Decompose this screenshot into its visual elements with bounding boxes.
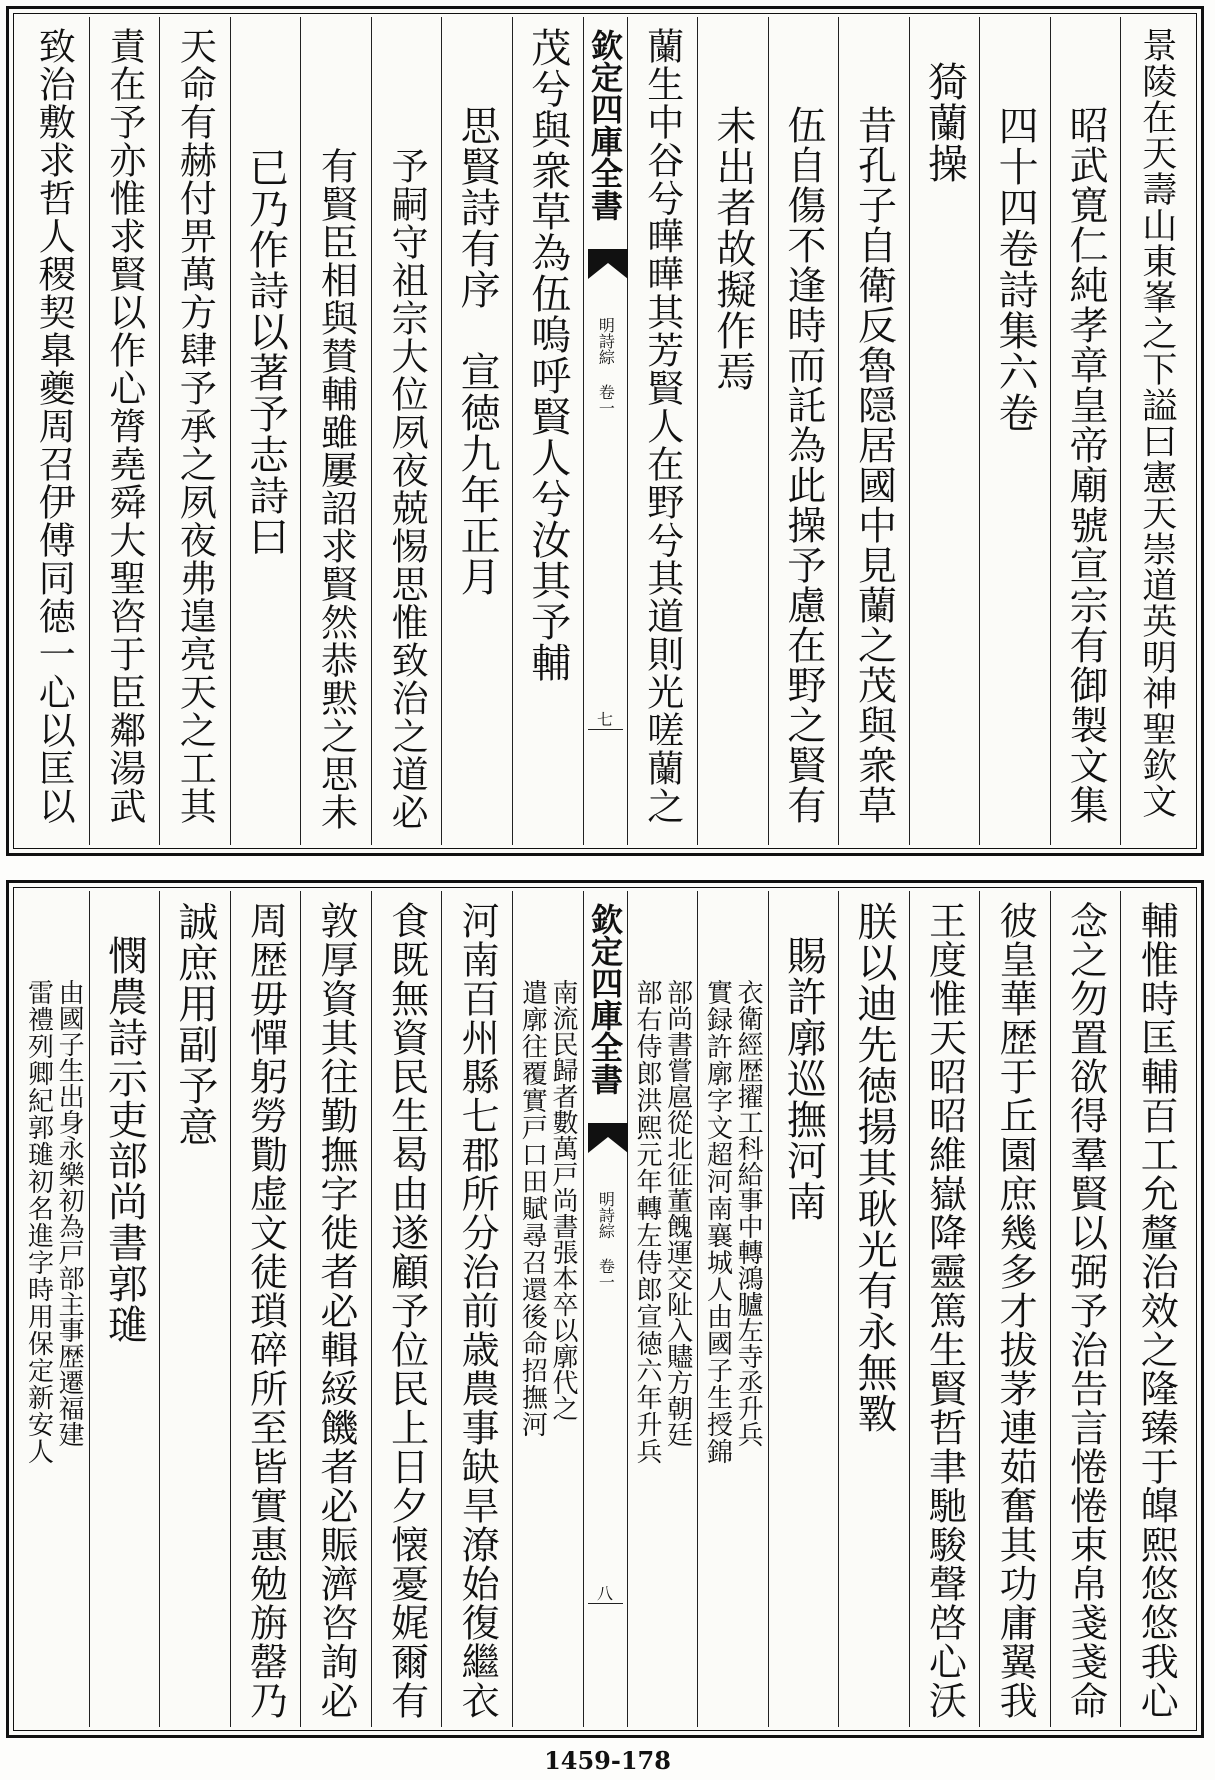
column-text: 景陵在天壽山東峯之下謚曰憲天崇道英明神聖欽文 xyxy=(1136,27,1177,819)
text-column xyxy=(441,17,512,845)
column-text: 食既無資民生曷由遂顧予位民上日夕懐憂娓爾有 xyxy=(384,901,429,1720)
fish-tail-mark-icon xyxy=(588,1123,628,1153)
text-column xyxy=(1050,17,1121,845)
text-column xyxy=(697,17,768,845)
column-text: 伍自傷不逢時而託為此操予慮在野之賢有 xyxy=(780,105,826,825)
text-column xyxy=(19,17,89,845)
text-column xyxy=(909,891,980,1727)
column-grid-top xyxy=(19,17,1191,845)
page-leaf-top xyxy=(6,6,1204,856)
gutter-center-top xyxy=(583,17,627,845)
annotation-text-right: 部右侍郎洪熙元年轉左侍郎宣徳六年升兵 xyxy=(631,979,662,1465)
column-text: 已乃作詩以著予志詩曰 xyxy=(242,147,289,557)
text-column xyxy=(159,17,230,845)
column-text: 念之勿置欲得羣賢以弼予治告言惓惓束帛戔戔命 xyxy=(1063,901,1108,1720)
column-text: 憫農詩示吏部尚書郭璡 xyxy=(101,935,148,1345)
column-text: 誠庶用副予意 xyxy=(171,901,218,1147)
column-text: 有賢臣相與賛輔雖屢詔求賢然恭黙之思未 xyxy=(314,147,358,831)
column-text: 責在予亦惟求賢以作心膂堯舜大聖咨于臣鄰湯武 xyxy=(102,27,146,825)
annotation-text-left: 部尚書嘗扈從北征董餽運交阯入贐方朝廷 xyxy=(662,979,693,1447)
series-title: 欽定四庫全書 xyxy=(586,29,624,221)
text-column xyxy=(909,17,980,845)
text-column xyxy=(1120,891,1191,1727)
annotation-text-right: 遣廓往覆實戸口田賦尋召還後命招撫河 xyxy=(517,979,548,1438)
column-text: 未出者故擬作焉 xyxy=(709,105,756,392)
column-text: 彼皇華歴于丘園庶幾多才拔茅連茹奮其功庸翼我 xyxy=(993,901,1038,1720)
gutter-center-bottom xyxy=(583,891,627,1727)
page-number: 七 xyxy=(596,710,614,729)
annotation-column xyxy=(697,891,768,1727)
text-column xyxy=(300,17,371,845)
text-column xyxy=(979,17,1050,845)
column-text: 猗蘭操 xyxy=(921,61,968,184)
series-title: 欽定四庫全書 xyxy=(586,903,624,1095)
column-text: 賜許廓巡撫河南 xyxy=(780,935,827,1222)
text-column xyxy=(1050,891,1121,1727)
text-column xyxy=(441,891,512,1727)
text-column xyxy=(159,891,230,1727)
column-grid-bottom xyxy=(19,891,1191,1727)
text-column xyxy=(371,17,442,845)
text-column xyxy=(838,17,909,845)
gutter-rule xyxy=(588,729,623,730)
column-text: 河南百州縣七郡所分治前歳農事缺旱潦始復繼衣 xyxy=(455,901,500,1720)
page-number: 八 xyxy=(596,1584,614,1603)
annotation-text-left: 南流民歸者數萬戸尚書張本卒以廓代之 xyxy=(548,979,579,1421)
gutter-rule xyxy=(588,1603,623,1604)
page-footer-number: 1459-178 xyxy=(544,1746,671,1775)
column-text: 致治敷求哲人稷契臯夔周召伊傅同徳一心以匡以 xyxy=(32,27,76,825)
column-text: 天命有赫付畀萬方肆予承之夙夜弗遑亮天之工其 xyxy=(173,27,217,825)
annotation-column xyxy=(627,891,698,1727)
text-column xyxy=(627,17,698,845)
annotation-column xyxy=(19,891,89,1727)
fish-tail-mark-icon xyxy=(588,249,628,279)
column-text: 輔惟時匡輔百工允釐治效之隆臻于皥熙悠悠我心 xyxy=(1134,901,1179,1720)
text-column xyxy=(300,891,371,1727)
text-column xyxy=(512,17,583,845)
annotation-column xyxy=(512,891,583,1727)
column-text: 周歴毋憚躬勞勩虚文徒瑣碎所至皆實惠勉旃罄乃 xyxy=(243,901,288,1720)
column-text: 王度惟天昭昭維嶽降靈篤生賢哲聿馳駿聲啓心沃 xyxy=(922,901,967,1720)
book-volume-mark: 明詩綜 卷一 xyxy=(596,317,616,416)
text-column xyxy=(768,17,839,845)
column-text: 昔孔子自衛反魯隠居國中見蘭之茂與衆草 xyxy=(851,105,897,825)
text-column xyxy=(89,891,160,1727)
column-text: 茂兮與衆草為伍嗚呼賢人兮汝其予輔 xyxy=(524,27,571,683)
text-column xyxy=(838,891,909,1727)
column-text: 朕以迪先徳揚其耿光有永無斁 xyxy=(850,901,897,1434)
text-column xyxy=(89,17,160,845)
annotation-text-left: 衣衛經歴擢工科給事中轉鴻臚左寺丞升兵 xyxy=(733,979,764,1447)
annotation-text-right: 雷禮列卿紀郭璡初名進字時用保定新安人 xyxy=(23,979,54,1465)
column-text: 四十四卷詩集六卷 xyxy=(992,105,1039,433)
text-column xyxy=(230,891,301,1727)
book-volume-mark: 明詩綜 卷一 xyxy=(596,1191,616,1290)
annotation-text-left: 由國子生出身永樂初為戸部主事歴遷福建 xyxy=(54,979,85,1447)
text-column xyxy=(230,17,301,845)
text-column xyxy=(979,891,1050,1727)
annotation-text-right: 實録許廓字文超河南襄城人由國子生授錦 xyxy=(702,979,733,1465)
text-column xyxy=(371,891,442,1727)
column-text: 昭武寛仁純孝章皇帝廟號宣宗有御製文集 xyxy=(1063,105,1109,825)
column-text: 予嗣守祖宗大位夙夜兢惕思惟致治之道必 xyxy=(385,147,429,831)
text-column xyxy=(768,891,839,1727)
text-column xyxy=(1120,17,1191,845)
column-text: 蘭生中谷兮曄曄其芳賢人在野兮其道則光嗟蘭之 xyxy=(640,27,684,825)
column-text: 思賢詩有序 宣徳九年正月 xyxy=(454,105,501,597)
column-text: 敦厚資其往勤撫字徙者必輯綏饑者必賑濟咨詢必 xyxy=(314,901,359,1720)
page-leaf-bottom xyxy=(6,880,1204,1738)
